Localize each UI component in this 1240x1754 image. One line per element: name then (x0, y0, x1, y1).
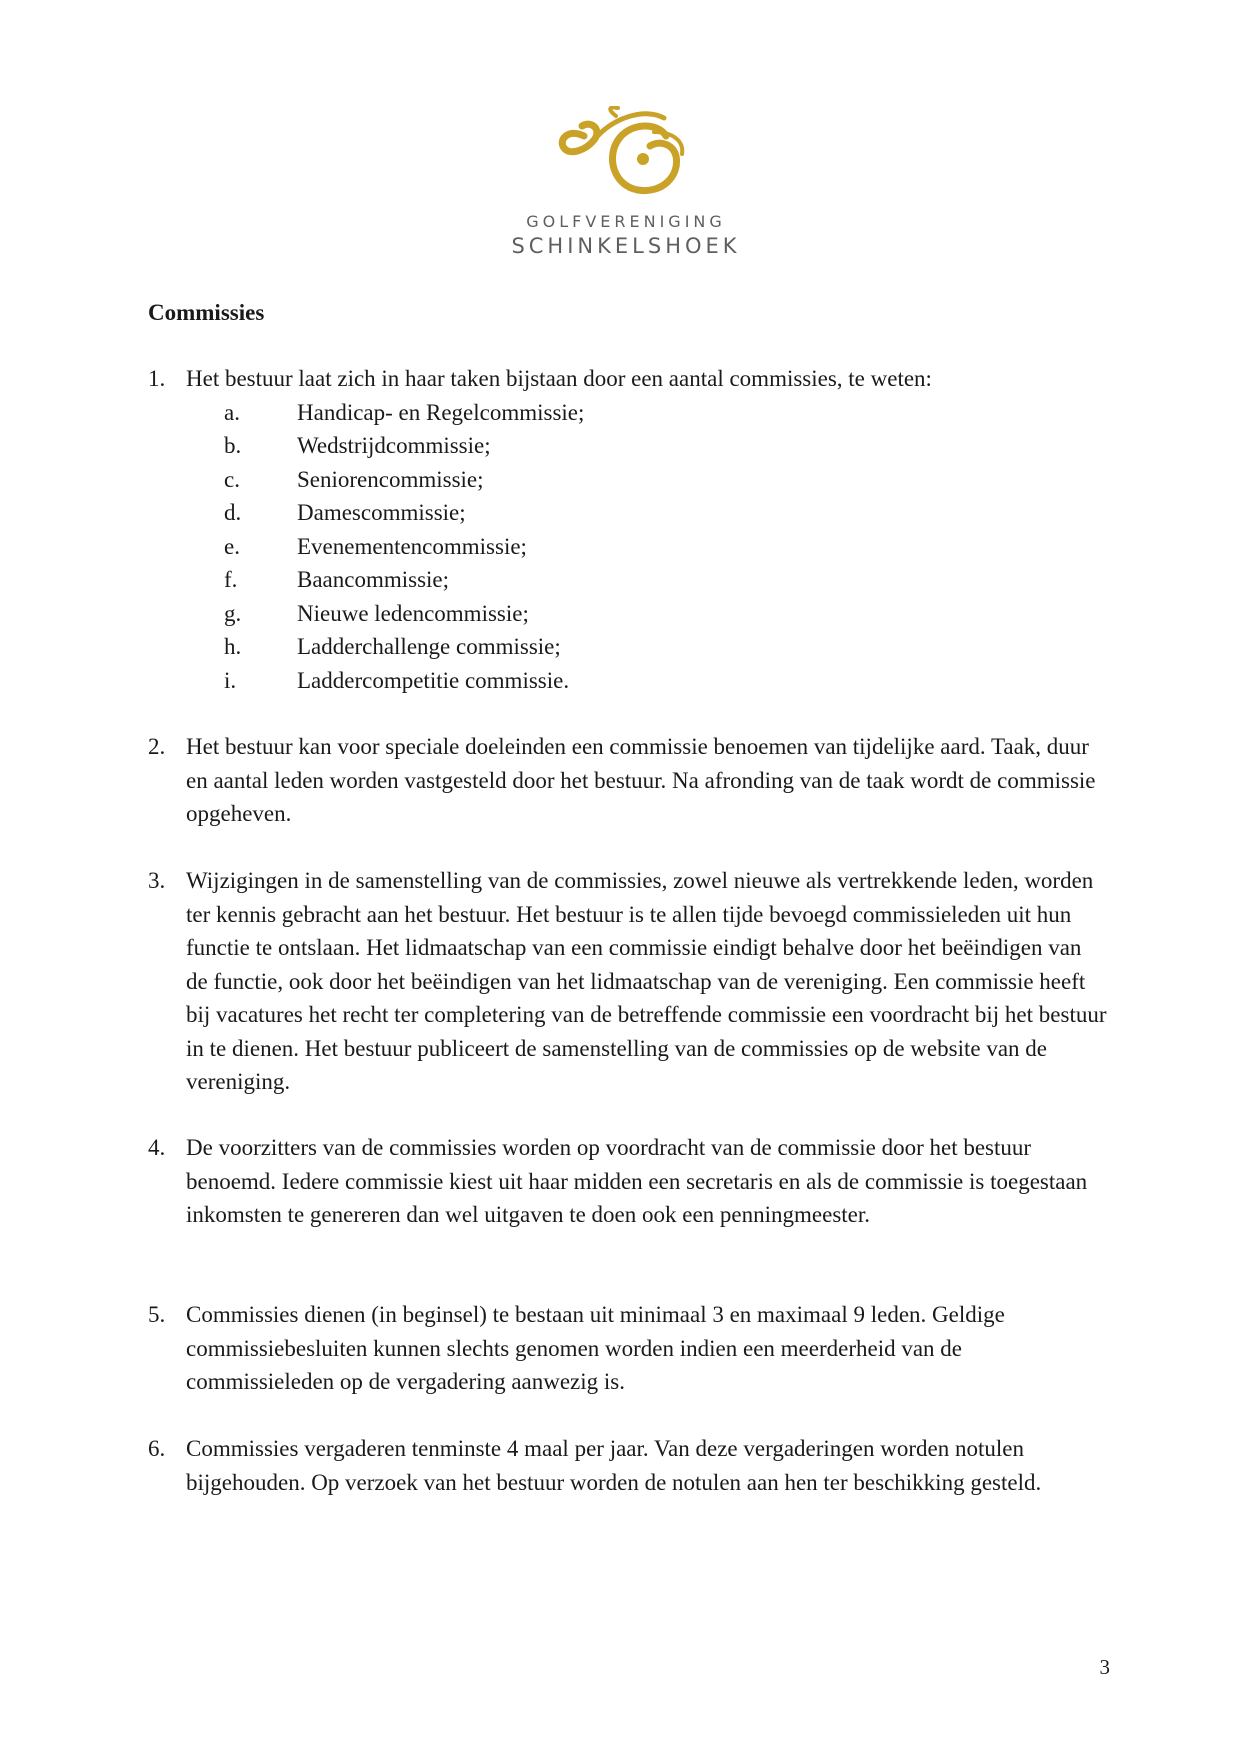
item-number: 3. (148, 868, 166, 893)
item-text: Commissies vergaderen tenminste 4 maal per jaar. Van deze vergaderingen worden notulen bijgehouden. Op verzoek van het bestuur worden de notulen aan hen ter beschikking gesteld. (186, 1436, 1042, 1495)
item-text: Het bestuur laat zich in haar taken bijstaan door een aantal commissies, te weten: (186, 366, 932, 391)
sub-item-letter: b. (224, 433, 242, 458)
item-text: Het bestuur kan voor speciale doeleinden een commissie benoemen van tijdelijke aard. Taak, duur en aantal leden worden vastgesteld door het bestuur. Na afronding van de taak wordt de commissie opgeheven. (186, 734, 1096, 826)
sub-item-label: Laddercompetitie commissie. (297, 668, 570, 693)
item-text: De voorzitters van de commissies worden op voordracht van de commissie door het bestuur benoemd. Iedere commissie kiest uit haar midden een secretaris en als de commissie is toegestaan inkomsten te genereren dan wel uitgaven te doen ook een penningmeester. (186, 1135, 1088, 1227)
item-number: 1. (148, 366, 166, 391)
item-number: 6. (148, 1436, 166, 1461)
sub-item-letter: g. (224, 601, 242, 626)
page-number: 3 (1099, 1655, 1110, 1679)
sub-item-letter: a. (224, 400, 240, 425)
item-number: 5. (148, 1302, 166, 1327)
sub-item-letter: e. (224, 534, 240, 559)
list-item (148, 730, 1108, 831)
list-item (148, 864, 1108, 1099)
logo-text-line-1: GOLFVERENIGING (526, 212, 726, 231)
sub-item-label: Handicap- en Regelcommissie; (297, 400, 585, 425)
sub-item-label: Seniorencommissie; (297, 467, 484, 492)
sub-item-label: Baancommissie; (297, 567, 450, 592)
sub-item-label: Ladderchallenge commissie; (297, 634, 561, 659)
sub-item-letter: d. (224, 500, 242, 525)
list-item (148, 362, 1108, 396)
club-logo (496, 100, 756, 260)
sub-item-label: Damescommissie; (297, 500, 466, 525)
item-number: 4. (148, 1135, 166, 1160)
list-item (148, 1432, 1108, 1499)
item-number: 2. (148, 734, 166, 759)
section-heading: Commissies (148, 300, 265, 325)
sub-item-letter: h. (224, 634, 242, 659)
sub-item-letter: f. (224, 567, 238, 592)
item-text: Commissies dienen (in beginsel) te bestaan uit minimaal 3 en maximaal 9 leden. Geldige commissiebesluiten kunnen slechts genomen worden indien een meerderheid van de commissieleden op de vergadering aanwezig is. (186, 1302, 1005, 1394)
sub-item-letter: c. (224, 467, 240, 492)
logo-text-line-2: SCHINKELSHOEK (511, 234, 741, 258)
list-item (148, 1298, 1108, 1399)
sub-item-label: Nieuwe ledencommissie; (297, 601, 529, 626)
sub-item-label: Evenementencommissie; (297, 534, 527, 559)
item-text: Wijzigingen in de samenstelling van de commissies, zowel nieuwe als vertrekkende leden, worden ter kennis gebracht aan het bestuur. Het bestuur is te allen tijde bevoegd commissieleden uit hun functie te ontslaan. Het lidmaatschap van een commissie eindigt behalve door het beëindigen van de functie, ook door het beëindigen van het lidmaatschap van de vereniging. Een commissie heeft bij vacatures het recht ter completering van de betreffende commissie een voordracht bij het bestuur in te dienen. Het bestuur publiceert de samenstelling van de commissies op de website van de vereniging. (186, 868, 1107, 1094)
list-item (148, 1131, 1108, 1232)
golf-club-emblem-icon (554, 106, 688, 196)
sub-item-letter: i. (224, 668, 237, 693)
sub-item-label: Wedstrijdcommissie; (297, 433, 491, 458)
